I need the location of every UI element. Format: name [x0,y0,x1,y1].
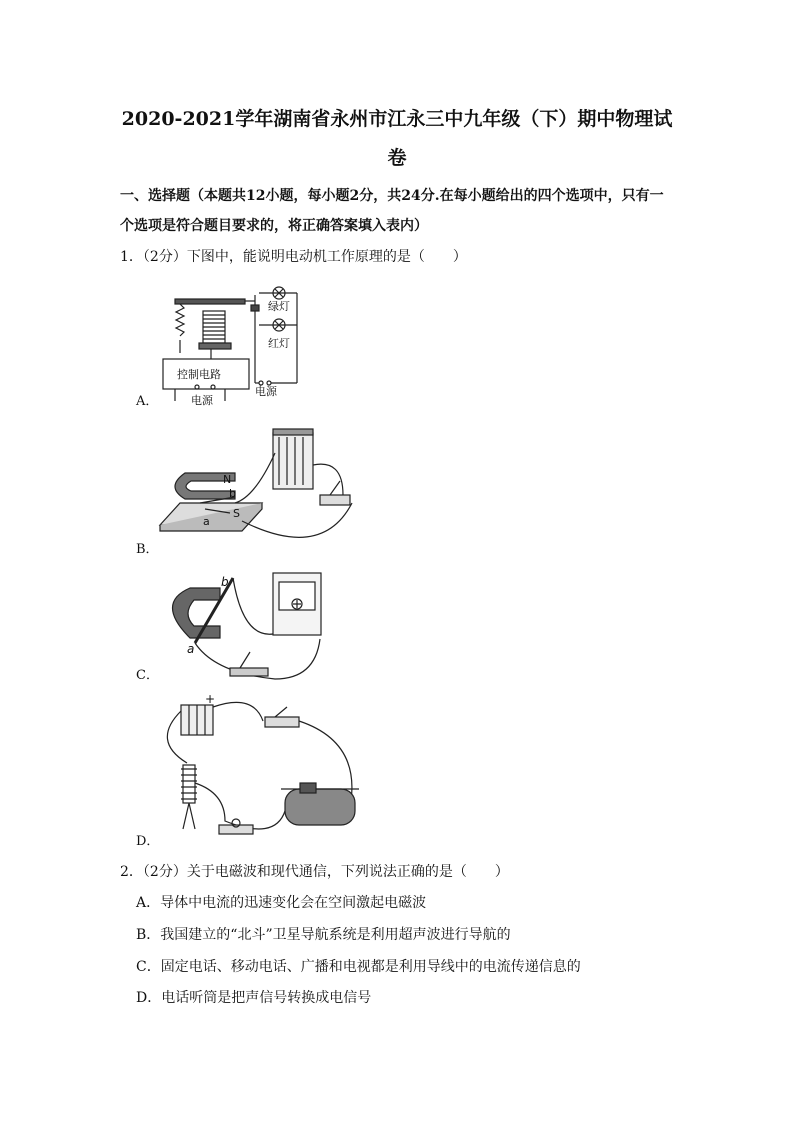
power-label-1: 电源 [191,394,213,407]
wire-end-b-label: b [229,487,236,500]
question-2-option-a[interactable]: A．导体中电流的迅速变化会在空间激起电磁波 [136,895,427,911]
figure-a-relay [155,283,315,408]
power-label-2: 电源 [255,385,277,398]
wire-end-a-label-c: a [187,642,195,656]
option-a-label: A． [136,394,159,409]
exam-title-line2: 卷 [387,147,407,169]
wire-end-b-label-c: b [221,575,229,589]
question-2-stem: 2．（2分）关于电磁波和现代通信，下列说法正确的是（ ） [120,864,509,880]
question-2-option-d[interactable]: D．电话听筒是把声信号转换成电信号 [136,990,372,1006]
wire-end-a-label: a [203,515,210,528]
question-1-stem: 1．（2分）下图中，能说明电动机工作原理的是（ ） [120,249,467,265]
option-b-label: B． [136,542,159,557]
figure-b-motor-setup [155,425,365,550]
section-heading-line1: 一、选择题（本题共12小题，每小题2分，共24分.在每小题给出的四个选项中，只有一 [120,188,664,204]
option-c-label: C． [136,668,159,683]
section-heading-line2: 个选项是符合题目要求的，将正确答案填入表内） [120,218,428,234]
question-2-option-c[interactable]: C．固定电话、移动电话、广播和电视都是利用导线中的电流传递信息的 [136,959,581,975]
figure-d-electromagnet-circuit [155,693,370,845]
battery-plus-label: + [205,693,216,706]
north-pole-label: N [223,473,232,486]
south-pole-label: S [233,507,240,520]
green-lamp-label: 绿灯 [268,300,290,313]
control-circuit-label: 控制电路 [177,368,221,381]
option-d-label: D． [136,834,160,849]
exam-title-line1: 2020-2021学年湖南省永州市江永三中九年级（下）期中物理试 [121,108,673,130]
red-lamp-label: 红灯 [268,337,290,350]
question-2-option-b[interactable]: B．我国建立的“北斗”卫星导航系统是利用超声波进行导航的 [136,927,511,943]
figure-c-induction-setup [155,568,330,683]
